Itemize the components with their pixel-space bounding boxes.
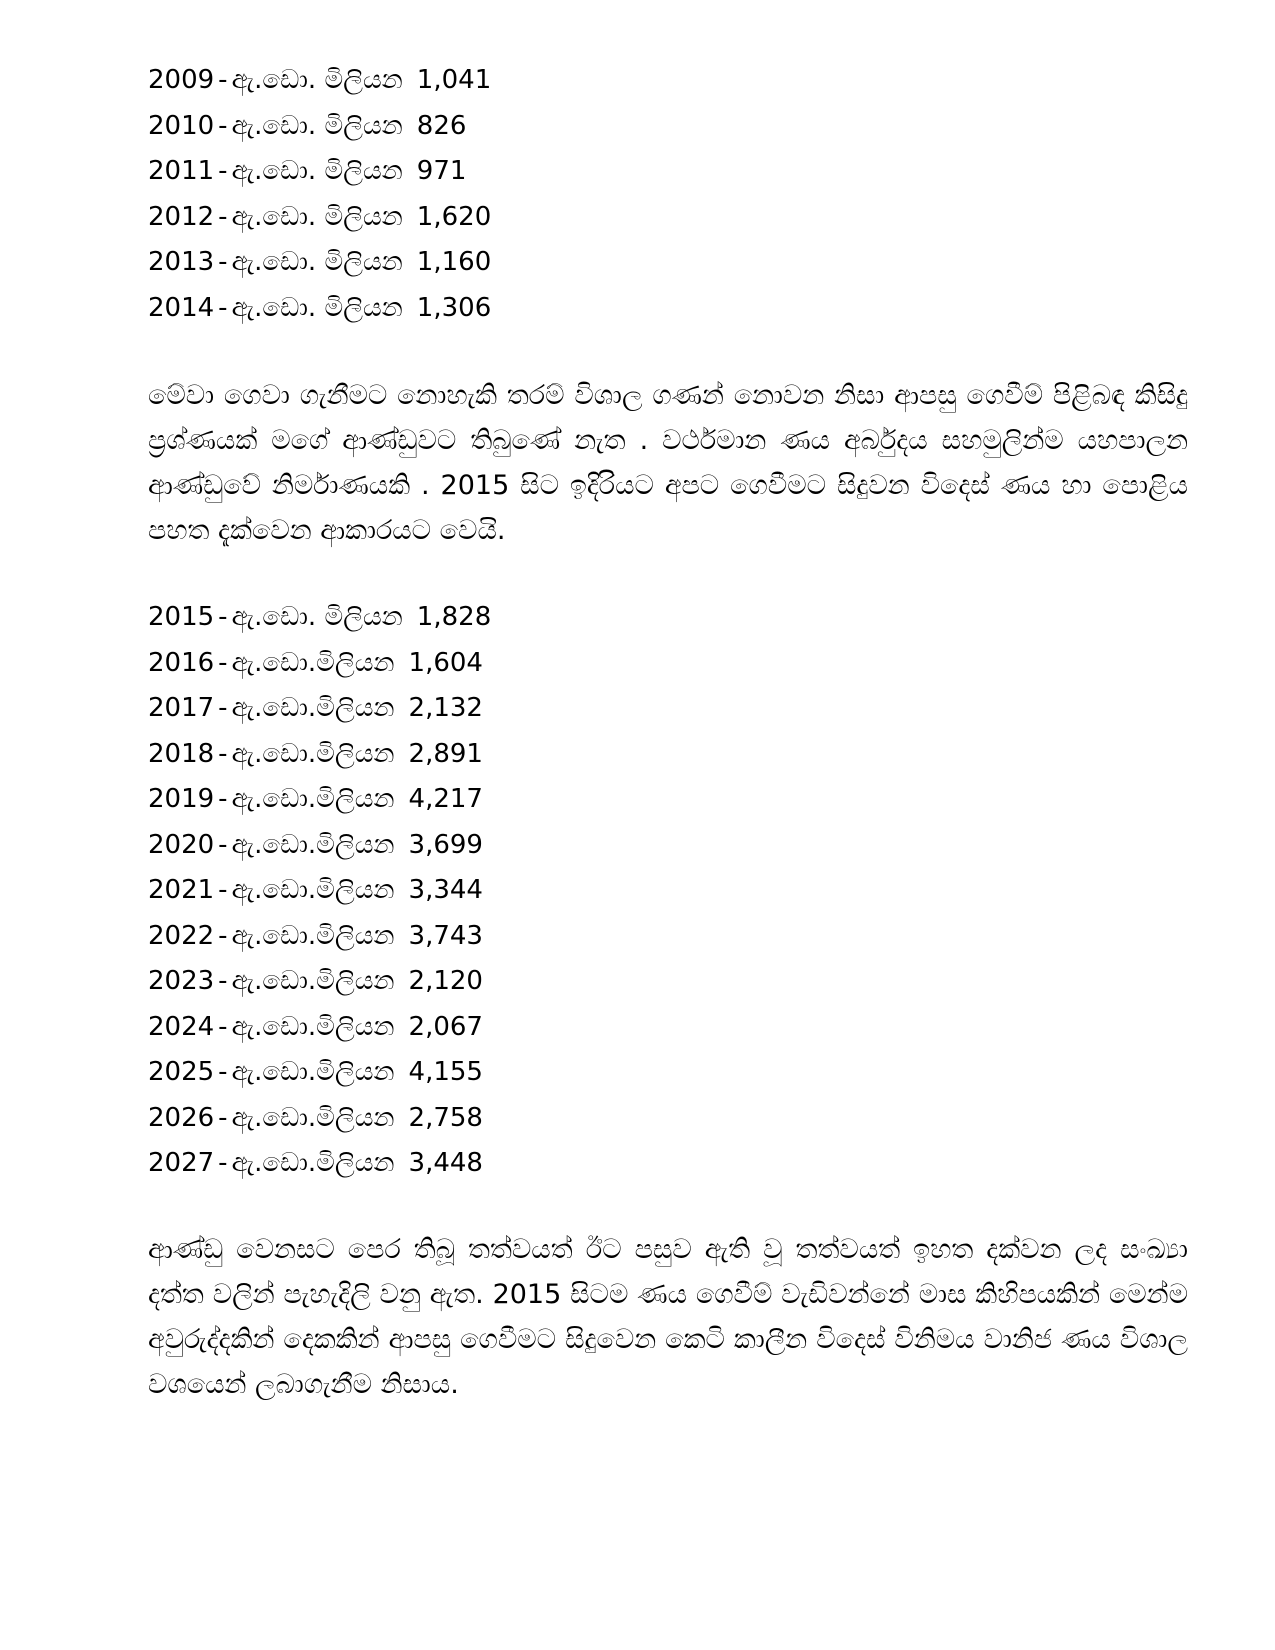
amount: 3,743 (408, 920, 483, 951)
amount: 3,699 (408, 829, 483, 860)
year: 2026 (148, 1102, 215, 1133)
list-item: 2017 - ඇ.ඩො.මිලියන 2,132 (148, 693, 483, 723)
amount: 971 (416, 156, 467, 186)
list-item: 2022 - ඇ.ඩො.මිලියන 3,743 (148, 920, 483, 951)
unit-label: ඇ.ඩො. මිලියන (231, 156, 403, 186)
amount: 3,344 (408, 875, 483, 905)
list-item: 2010 - ඇ.ඩො. මිලියන 826 (148, 110, 467, 141)
year: 2010 (148, 110, 215, 141)
list-item: 2020 - ඇ.ඩො.මිලියන 3,699 (148, 829, 483, 860)
unit-label: ඇ.ඩො.මිලියන (231, 829, 395, 860)
unit-label: ඇ.ඩො.මිලියන (231, 1057, 395, 1087)
unit-label: ඇ.ඩො.මිලියන (231, 1102, 395, 1133)
list-item: 2015 - ඇ.ඩො. මිලියන 1,828 (148, 602, 492, 632)
year: 2014 (148, 292, 215, 323)
future-debt-list (148, 595, 1188, 1187)
year: 2023 (148, 966, 215, 996)
amount: 4,217 (408, 784, 483, 814)
paragraph: ආණ්ඩු වෙනසට පෙර තිබූ තත්වයත් ඊට පසුව ඇති වූ තත්වයත් ඉහත දක්වන ලද සංඛ්‍යා දත්ත වලින් පැහැදිලි වනු ඇත. 2015 සිටම ණය ගෙවීම් වැඩිවන්නේ මාස කිහිපයකින් මෙන්ම අවුරුද්දකින් දෙකකින් ආපසු ගෙවීමට සිදුවෙන කෙටි කාලීන විදෙස් විනිමය වානිජ ණය විශාල වශයෙන් ලබාගැනීම නිසාය. (148, 1233, 1188, 1400)
amount: 1,604 (408, 647, 483, 678)
amount: 1,828 (416, 602, 492, 632)
unit-label: ඇ.ඩො.මිලියන (231, 693, 395, 723)
unit-label: ඇ.ඩො. මිලියන (231, 292, 403, 323)
year: 2027 (148, 1148, 215, 1178)
unit-label: ඇ.ඩො. මිලියන (231, 602, 403, 632)
amount: 1,041 (416, 65, 492, 95)
amount: 2,758 (408, 1102, 483, 1133)
unit-label: ඇ.ඩො. මිලියන (231, 247, 403, 277)
list-item: 2018 - ඇ.ඩො.මිලියන 2,891 (148, 738, 483, 769)
paragraph: මේවා ගෙවා ගැනීමට නොහැකි තරම් විශාල ගණන් නොවන නිසා ආපසු ගෙවීම් පිළිබඳ කිසිදු ප්‍රශ්ණයක් මගේ ආණ්ඩුවට තිබුණේ නැත . වර්ථමාන ණය අර්බුදය සහමුලින්ම යහපාලන ආණ්ඩුවේ නිර්මාණයකි . 2015 සිට ඉදිරියට අපට ගෙවීමට සිදුවන විදෙස් ණය හා පොළිය පහත දැක්වෙන ආකාරයට වෙයි. (148, 380, 1188, 546)
list-item: 2025 - ඇ.ඩො.මිලියන 4,155 (148, 1057, 483, 1087)
amount: 826 (416, 110, 467, 141)
unit-label: ඇ.ඩො.මිලියන (231, 738, 395, 769)
amount: 2,120 (408, 966, 483, 996)
amount: 1,306 (416, 292, 492, 323)
amount: 2,891 (408, 738, 483, 769)
list-item: 2013 - ඇ.ඩො. මිලියන 1,160 (148, 247, 492, 277)
unit-label: ඇ.ඩො. මිලියන (231, 65, 403, 95)
unit-label: ඇ.ඩො.මිලියන (231, 784, 395, 814)
list-item: 2009 - ඇ.ඩො. මිලියන 1,041 (148, 65, 492, 95)
amount: 1,160 (416, 247, 492, 277)
unit-label: ඇ.ඩො. මිලියන (231, 201, 403, 232)
year: 2025 (148, 1057, 215, 1087)
year: 2013 (148, 247, 215, 277)
unit-label: ඇ.ඩො.මිලියන (231, 647, 395, 678)
unit-label: ඇ.ඩො. මිලියන (231, 110, 403, 141)
year: 2024 (148, 1011, 215, 1042)
amount: 1,620 (416, 201, 492, 232)
list-item: 2021 - ඇ.ඩො.මිලියන 3,344 (148, 875, 483, 905)
list-item: 2023 - ඇ.ඩො.මිලියන 2,120 (148, 966, 483, 996)
year: 2016 (148, 647, 215, 678)
year: 2015 (148, 602, 215, 632)
year: 2012 (148, 201, 215, 232)
year: 2022 (148, 920, 215, 951)
year: 2019 (148, 784, 215, 814)
unit-label: ඇ.ඩො.මිලියන (231, 1148, 395, 1178)
amount: 4,155 (408, 1057, 483, 1087)
year: 2020 (148, 829, 215, 860)
past-debt-list (148, 58, 1188, 331)
year: 2018 (148, 738, 215, 769)
unit-label: ඇ.ඩො.මිලියන (231, 875, 395, 905)
list-item: 2011 - ඇ.ඩො. මිලියන 971 (148, 156, 467, 186)
list-item: 2026 - ඇ.ඩො.මිලියන 2,758 (148, 1102, 483, 1133)
amount: 3,448 (408, 1148, 483, 1178)
unit-label: ඇ.ඩො.මිලියන (231, 966, 395, 996)
list-item: 2024 - ඇ.ඩො.මිලියන 2,067 (148, 1011, 483, 1042)
unit-label: ඇ.ඩො.මිලියන (231, 920, 395, 951)
amount: 2,132 (408, 693, 483, 723)
year: 2009 (148, 65, 215, 95)
unit-label: ඇ.ඩො.මිලියන (231, 1011, 395, 1042)
list-item: 2012 - ඇ.ඩො. මිලියන 1,620 (148, 201, 492, 232)
amount: 2,067 (408, 1011, 483, 1042)
list-item: 2027 - ඇ.ඩො.මිලියන 3,448 (148, 1148, 483, 1178)
year: 2021 (148, 875, 215, 905)
year: 2011 (148, 156, 215, 186)
list-item: 2019 - ඇ.ඩො.මිලියන 4,217 (148, 784, 483, 814)
year: 2017 (148, 693, 215, 723)
list-item: 2016 - ඇ.ඩො.මිලියන 1,604 (148, 647, 483, 678)
document-page (148, 58, 1188, 1407)
list-item: 2014 - ඇ.ඩො. මිලියන 1,306 (148, 292, 492, 323)
